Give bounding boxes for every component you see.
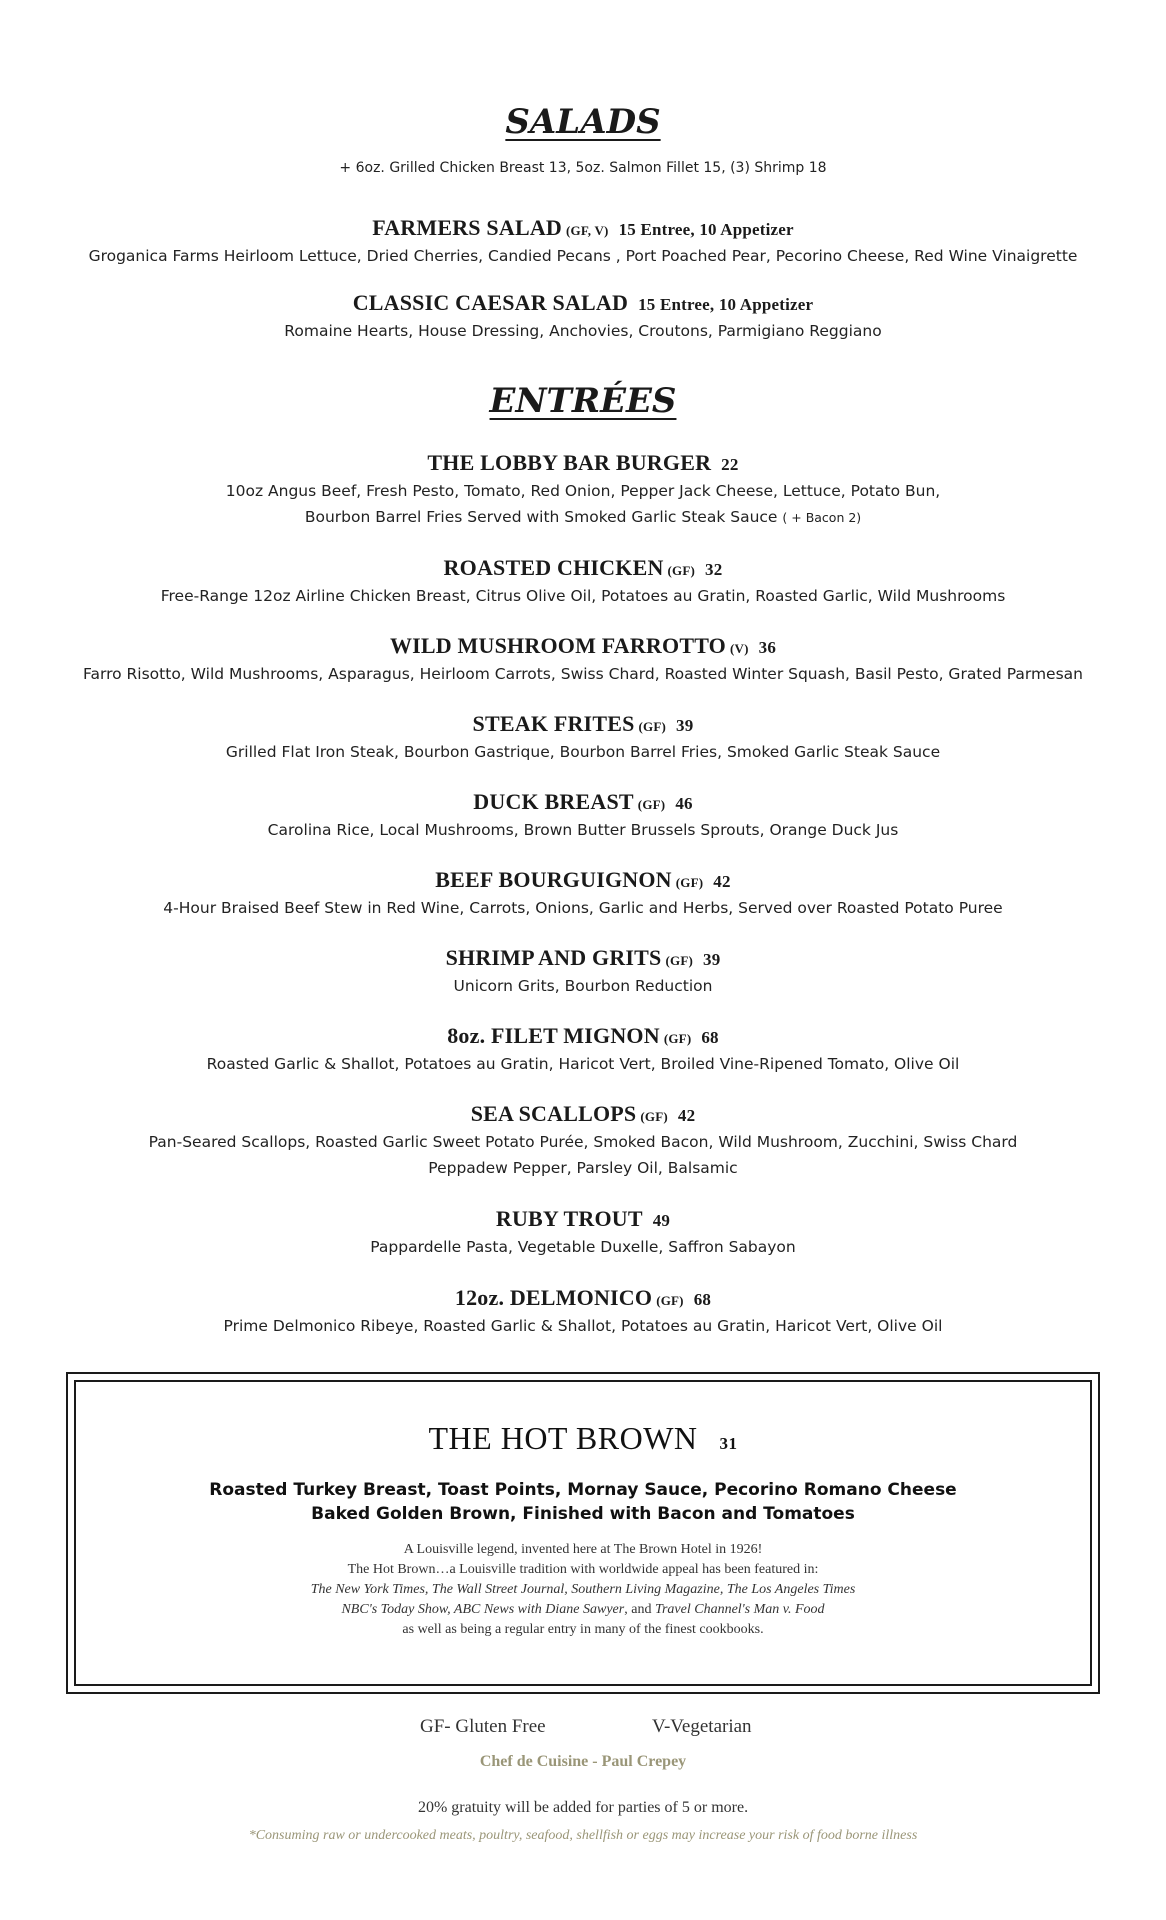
hot-brown-story-travel-channel: Travel Channel's Man v. Food [654,1602,825,1617]
hot-brown-desc-line1: Roasted Turkey Breast, Toast Points, Mornay Sauce, Pecorino Romano Cheese [209,1480,957,1500]
item-description: 4-Hour Braised Beef Stew in Red Wine, Carrots, Onions, Garlic and Herbs, Served over Roasted Potato Puree [163,899,1003,917]
item-tag: (GF) [638,719,667,734]
salads-addons: + 6oz. Grilled Chicken Breast 13, 5oz. Salmon Fillet 15, (3) Shrimp 18 [339,160,827,176]
item-name: SEA SCALLOPS [470,1101,637,1126]
menu-item-beef-bourguignon [0,865,1166,921]
hot-brown-story [76,1540,1090,1640]
hot-brown-story-line5: as well as being a regular entry in many of the finest cookbooks. [402,1622,764,1637]
item-tag: (GF, V) [566,223,609,238]
legend-vegetarian: V-Vegetarian [652,1716,752,1737]
item-price: 39 [703,950,721,969]
item-description: Pappardelle Pasta, Vegetable Duxelle, Saffron Sabayon [370,1238,796,1256]
item-description: 10oz Angus Beef, Fresh Pesto, Tomato, Red Onion, Pepper Jack Cheese, Lettuce, Potato Bun, [225,482,941,500]
menu-item-lobby-bar-burger [0,448,1166,531]
item-description: Romaine Hearts, House Dressing, Anchovies, Croutons, Parmigiano Reggiano [284,322,882,340]
chef-credit: Chef de Cuisine - Paul Crepey [479,1753,687,1770]
item-price: 36 [758,638,777,657]
item-description: Pan-Seared Scallops, Roasted Garlic Sweet Potato Purée, Smoked Bacon, Wild Mushroom, Zucchini, Swiss Chard [148,1133,1018,1151]
item-name: DUCK BREAST [473,789,634,814]
item-price: 22 [721,455,739,474]
item-tag: (GF) [640,1109,668,1124]
item-tag: (GF) [656,1293,684,1308]
dietary-legend [0,1716,1166,1740]
item-tag: (GF) [675,875,704,890]
item-name: BEEF BOURGUIGNON [435,867,672,892]
item-tag: (GF) [637,797,666,812]
hot-brown-story-publications: The New York Times, The Wall Street Journal, Southern Living Magazine, The Los Angeles Times [310,1582,856,1597]
food-safety-warning: *Consuming raw or undercooked meats, poultry, seafood, shellfish or eggs may increase your risk of food borne illness [248,1828,918,1843]
hot-brown-story-tv-shows: NBC's Today Show, ABC News with Diane Sawyer [341,1602,625,1617]
item-tag: (V) [729,641,749,656]
item-description: Carolina Rice, Local Mushrooms, Brown Butter Brussels Sprouts, Orange Duck Jus [267,821,899,839]
item-description-line2: Peppadew Pepper, Parsley Oil, Balsamic [428,1159,738,1177]
menu-item-filet-mignon [0,1021,1166,1077]
menu-item-farmers-salad [0,213,1166,269]
item-price: 15 Entree, 10 Appetizer [618,220,794,239]
gratuity-notice: 20% gratuity will be added for parties of 5 or more. [417,1799,749,1816]
item-price: 49 [652,1211,671,1230]
hot-brown-feature-box [66,1372,1100,1694]
item-name: STEAK FRITES [472,711,635,736]
hot-brown-title: THE HOT BROWN [428,1420,698,1456]
item-description: Grilled Flat Iron Steak, Bourbon Gastrique, Bourbon Barrel Fries, Smoked Garlic Steak Sauce [225,743,941,761]
item-price: 42 [677,1106,696,1125]
menu-item-delmonico [0,1283,1166,1339]
item-name: 8oz. FILET MIGNON [447,1023,660,1048]
item-name: 12oz. DELMONICO [454,1285,653,1310]
item-price: 39 [676,716,694,735]
hot-brown-desc-line2: Baked Golden Brown, Finished with Bacon and Tomatoes [311,1504,855,1524]
menu-item-shrimp-and-grits [0,943,1166,999]
menu-item-ruby-trout [0,1204,1166,1260]
salads-heading: SALADS [505,102,661,142]
item-tag: (GF) [663,1031,692,1046]
item-name: FARMERS SALAD [372,215,563,240]
legend-gluten-free: GF- Gluten Free [420,1716,546,1737]
item-price: 15 Entree, 10 Appetizer [638,295,814,314]
item-price: 68 [693,1290,712,1309]
menu-item-roasted-chicken [0,553,1166,609]
item-price: 42 [713,872,731,891]
hot-brown-story-line2: The Hot Brown…a Louisville tradition with worldwide appeal has been featured in: [347,1562,819,1577]
item-name: THE LOBBY BAR BURGER [427,450,712,475]
item-price: 46 [675,794,693,813]
item-addon-note: ( + Bacon 2) [782,510,862,525]
menu-item-sea-scallops [0,1099,1166,1181]
entrees-heading: ENTRÉES [489,381,677,421]
item-tag: (GF) [667,563,696,578]
menu-item-steak-frites [0,709,1166,765]
item-name: SHRIMP AND GRITS [445,945,662,970]
hot-brown-story-line1: A Louisville legend, invented here at The Brown Hotel in 1926! [403,1542,763,1557]
hot-brown-story-conjunction: , and [624,1602,655,1617]
item-description-line2: Bourbon Barrel Fries Served with Smoked Garlic Steak Sauce [304,508,778,526]
item-description: Roasted Garlic & Shallot, Potatoes au Gratin, Haricot Vert, Broiled Vine-Ripened Tomato, Olive Oil [206,1055,960,1073]
item-description: Free-Range 12oz Airline Chicken Breast, Citrus Olive Oil, Potatoes au Gratin, Roasted Garlic, Wild Mushrooms [160,587,1006,605]
item-name: WILD MUSHROOM FARROTTO [389,633,726,658]
item-price: 68 [701,1028,719,1047]
item-description: Prime Delmonico Ribeye, Roasted Garlic & Shallot, Potatoes au Gratin, Haricot Vert, Olive Oil [223,1317,943,1335]
item-name: CLASSIC CAESAR SALAD [352,290,629,315]
hot-brown-inner-border [74,1380,1092,1686]
item-description: Unicorn Grits, Bourbon Reduction [453,977,713,995]
hot-brown-price: 31 [719,1434,738,1453]
item-name: RUBY TROUT [495,1206,643,1231]
menu-item-duck-breast [0,787,1166,843]
item-name: ROASTED CHICKEN [443,555,664,580]
item-description: Farro Risotto, Wild Mushrooms, Asparagus, Heirloom Carrots, Swiss Chard, Roasted Winter Squash, Basil Pesto, Grated Parmesan [83,665,1083,683]
menu-item-wild-mushroom-farrotto [0,631,1166,687]
hot-brown-title-row [76,1420,1090,1457]
menu-item-classic-caesar-salad [0,288,1166,344]
hot-brown-description [76,1478,1090,1526]
item-description: Groganica Farms Heirloom Lettuce, Dried Cherries, Candied Pecans , Port Poached Pear, Pecorino Cheese, Red Wine Vinaigrette [88,247,1078,265]
item-tag: (GF) [665,953,693,968]
item-price: 32 [705,560,723,579]
